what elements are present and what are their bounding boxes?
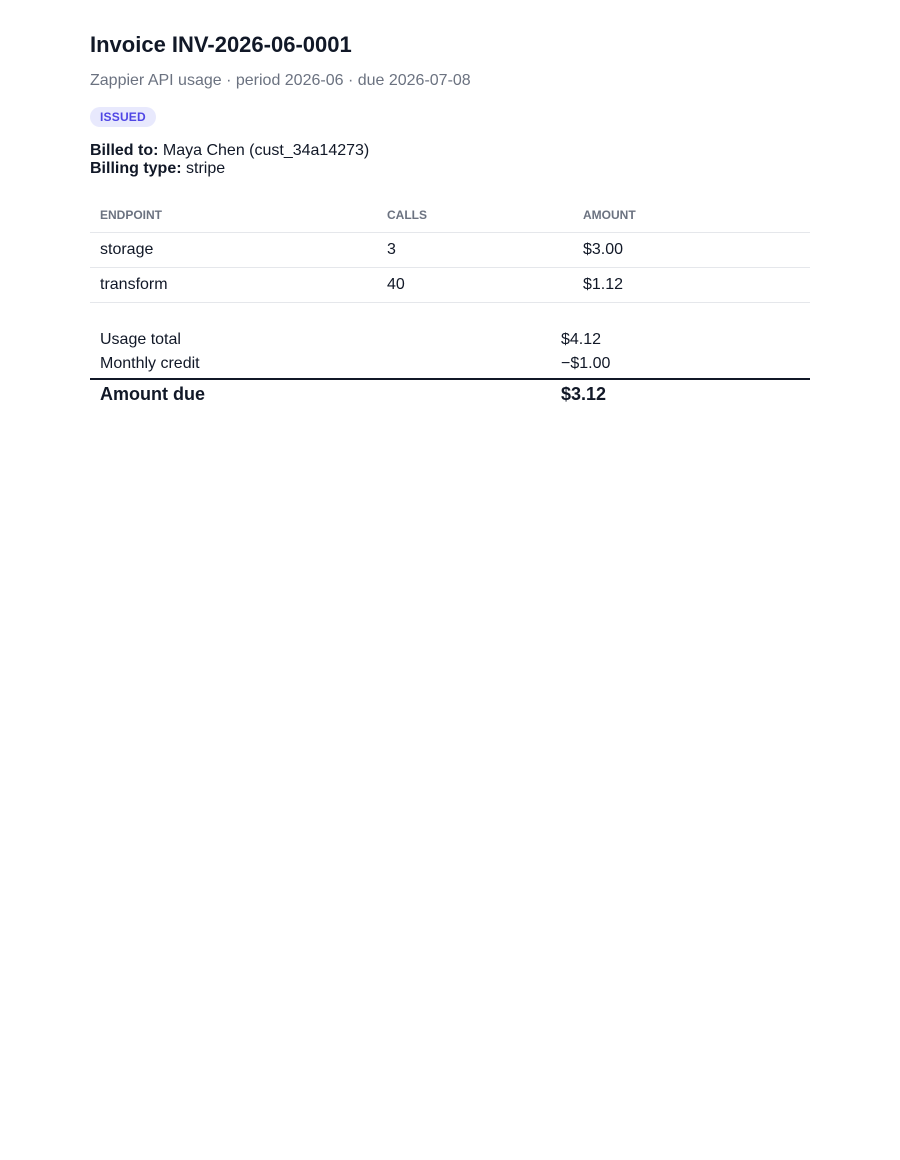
monthly-credit-value: −$1.00 [561, 355, 611, 372]
usage-total-value: $4.12 [561, 331, 602, 348]
row-calls: 3 [377, 233, 573, 268]
billing-type-label: Billing type: [90, 160, 182, 177]
amount-due-label: Amount due [100, 384, 205, 404]
header-endpoint: ENDPOINT [90, 198, 377, 233]
billing-type-value: stripe [186, 160, 226, 177]
invoice-title: Invoice INV-2026-06-0001 [90, 32, 352, 57]
row-calls: 40 [377, 268, 573, 303]
row-endpoint: storage [90, 233, 377, 268]
line-items-table [90, 198, 810, 303]
table-header-row [90, 198, 810, 233]
billed-to-value: Maya Chen (cust_34a14273) [162, 142, 370, 159]
invoice-subtitle: Zappier API usage · period 2026-06 · due 2026-07-08 [90, 72, 471, 89]
monthly-credit-label: Monthly credit [100, 355, 200, 372]
row-endpoint: transform [90, 268, 377, 303]
amount-due-value: $3.12 [561, 384, 607, 404]
billing-info [90, 142, 810, 178]
header-calls: CALLS [377, 198, 573, 233]
table-row [90, 233, 810, 268]
usage-total-row [90, 328, 810, 352]
usage-total-label: Usage total [100, 331, 181, 348]
header-amount: AMOUNT [573, 198, 810, 233]
status-badge: ISSUED [90, 107, 156, 127]
row-amount: $3.00 [573, 233, 810, 268]
table-row [90, 268, 810, 303]
invoice-page [90, 30, 810, 408]
billing-type-line [90, 160, 810, 178]
totals-section [90, 328, 810, 408]
monthly-credit-row [90, 352, 810, 376]
billed-to-label: Billed to: [90, 142, 159, 159]
row-amount: $1.12 [573, 268, 810, 303]
amount-due-row [90, 380, 810, 408]
billed-to-line [90, 142, 810, 160]
